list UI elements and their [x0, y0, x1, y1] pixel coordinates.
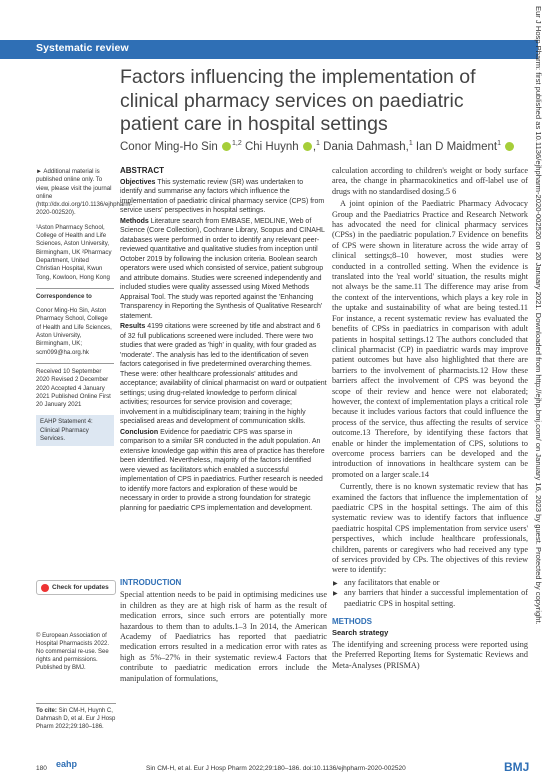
- article-title: Factors influencing the implementation of clinical pharmacy services on paediatric patient care in hospital settings: [120, 66, 476, 135]
- author-affiliation: 1: [408, 140, 413, 147]
- cite-label: To cite:: [36, 708, 57, 714]
- check-for-updates-button[interactable]: [36, 580, 116, 595]
- abstract: [120, 166, 327, 514]
- footer-citation: Sin CM-H, et al. Eur J Hosp Pharm 2022;29:180–186. doi:10.1136/ejhpharm-2020-002520: [146, 765, 406, 772]
- correspondence-body: Conor Ming-Ho Sin, Aston Pharmacy School, College of Health and Life Sciences, Aston University, Birmingham, UK; scm099@ha.org.hk: [36, 307, 112, 356]
- sidebar-copyright-text: Eur J Hosp Pharm: first published as 10.1136/ejhpharm-2020-002520 on 20 January 2021. Downloaded from http://ejhp.bmj.com/ on January 16, 2023 by guest. Protected by copyright.: [534, 6, 543, 625]
- abstract-conclusion: Conclusion Evidence for paediatric CPS was sparse in comparison to a similar SR conducted in the adult population. An extensive knowledge gap within this area of practice has therefore been identified. Nevertheless, majority of the factors identified were viewed as facilitators which enabled a successful implementation of CPS in paediatrics. Further research is needed to identify more factors and exploration of these would be necessary in order to provide a strong foundation for strategic planning for paediatric CPS implementation and development.: [120, 428, 325, 512]
- body-paragraph: Special attention needs to be paid in optimising medicines use in children as they are at high risk of harm as the result of medication errors, since such errors are potentially more hazardous to them than to adults.1–3 In 2014, the American Academy of Paediatrics has reported that paediatric medication errors resulted in a medication error with rates as high as 5%–27% in their systematic review.4 Factors that contribute to paediatric medication errors include the manipulation of formulations,: [120, 590, 327, 683]
- author-affiliation: 1: [316, 140, 320, 147]
- author-name[interactable]: Conor Ming-Ho Sin: [120, 140, 218, 153]
- copyright-notice: © European Association of Hospital Pharmacists 2022. No commercial re-use. See rights and permissions. Published by BMJ.: [36, 633, 110, 671]
- abstract-objectives: Objectives This systematic review (SR) was undertaken to identify and summarise any factors which influence the implementation of paediatric clinical pharmacy service (CPS) from service users' perspectives in hospital settings.: [120, 178, 325, 214]
- main-text-right-column: [332, 166, 528, 673]
- affiliations: ¹Aston Pharmacy School, College of Health and Life Sciences, Aston University, Birmingham, UK ²Pharmacy Department, United Christian Hospital, Kwun Tong, Kowloon, Hong Kong: [36, 223, 112, 281]
- eahp-logo: eahp: [56, 759, 78, 769]
- author-name[interactable]: Dania Dahmash,: [323, 140, 409, 153]
- search-strategy-heading: Search strategy: [332, 628, 389, 638]
- orcid-icon[interactable]: [303, 142, 312, 151]
- list-item: ▶ any barriers that hinder a successful implementation of paediatric CPS in hospital setting.: [344, 588, 528, 609]
- list-item: ▶ any facilitators that enable or: [344, 578, 528, 588]
- author-name[interactable]: Chi Huynh: [244, 140, 299, 153]
- abstract-heading: ABSTRACT: [120, 166, 164, 175]
- eahp-statement-box: EAHP Statement 4: Clinical Pharmacy Services.: [36, 415, 114, 446]
- left-margin-column: [36, 168, 133, 452]
- citation-box: [36, 703, 116, 731]
- author-affiliation: 1: [497, 140, 502, 147]
- introduction-heading: INTRODUCTION: [120, 578, 182, 587]
- body-paragraph: A joint opinion of the Paediatric Pharmacy Advocacy Group and the Paediatrics Practice and Research Network has advocated the need for clinical pharmacy services (CPSs) in the paediatric population.7 Evidence on benefits of CPS were shown in literature across the wide array of clinical settings;8–10 however, most studies were conducted in a controlled setting. When the evidence is translated into the 'real world' situation, the results might not always be the same.11 The difference may arise from the context of the interventions, which plays a key role in the uptake and sustainability of what are being tested.11 For instance, a recent systematic review has evaluated the benefits of CPSs in paediatrics in comparison with adult patients in hospital settings.12 The authors concluded that clinical pharmacist (CP) in paediatric wards may improve patient outcomes but have also highlighted that there are barriers to the involvement of pharmacists.12 How these barriers affect the involvement of CPS was beyond the scope of their review and hence were not elaborated; however, the context of implementation plays a critical role because it includes various factors that could influence the process of the service, thus affecting the results of service outcome.13 Therefore, by identifying these factors that enable or hinder the implementation of CPS, solutions to overcome process barriers can be developed and the introduction of innovations in healthcare system can be promoted on a larger scale.14: [332, 199, 528, 479]
- article-dates: Received 10 September 2020 Revised 2 December 2020 Accepted 4 January 2021 Published Online First 20 January 2021: [36, 363, 114, 409]
- section-banner: [0, 40, 538, 59]
- section-label: Systematic review: [36, 42, 129, 54]
- author-name[interactable]: Ian D Maidment: [415, 140, 498, 153]
- correspondence-heading: Correspondence to: [36, 288, 114, 301]
- orcid-icon[interactable]: [505, 142, 514, 151]
- page-number: 180: [36, 765, 47, 772]
- page-footer: [36, 759, 530, 775]
- check-updates-label: Check for updates: [52, 584, 109, 591]
- abstract-results: Results 4199 citations were screened by title and abstract and 6 of 32 full publications screened were included. There were two studies that were graded as 'high' in quality, with four graded as 'moderate'. The analysis has led to the identification of seven factors categorised in five predetermined overarching themes. These were: other healthcare professionals' attitudes and acceptance; availability of clinical pharmacist on ward or outpatient settings; using drug-related knowledge to perform clinical activities; resources for service provision and coverage; involvement in a multidisciplinary team; training in the highly specialised areas and development of communication skills.: [120, 323, 327, 425]
- abstract-methods: Methods Literature search from EMBASE, MEDLINE, Web of Science (Core Collection), Cochrane Library, Scopus and CINAHL databases were performed in order to identify any relevant peer-reviewed quantitative and qualitative studies from inception until October 2019 by following the inclusion criteria. Boolean search operators were used which consisted of service, patient subgroup and attribute domains. Studies were screened independently and included studies were quality assessed using Mixed Methods Appraisal Tool. The study was reported against the 'Enhancing Transparency in Reporting the Synthesis of Qualitative Research' statement.: [120, 217, 325, 320]
- cite-text: Sin CM-H, Huynh C, Dahmash D, et al. Eur J Hosp Pharm 2022;29:180–186.: [36, 708, 116, 730]
- body-paragraph: calculation according to children's weight or body surface area, the change in pharmacokinetics and off-label use of drugs with no standardised dosing.5 6: [332, 166, 528, 196]
- author-list: Conor Ming-Ho Sin $^{1,2}$ Chi Huynh ,$^1$ Dania Dahmash,$^1$ Ian D Maidment$^1$: [120, 140, 530, 153]
- orcid-icon[interactable]: [222, 142, 231, 151]
- author-affiliation: 1,2: [232, 140, 242, 147]
- bmj-logo: BMJ: [504, 760, 530, 774]
- introduction-section: [120, 578, 327, 684]
- additional-material-note: ► Additional material is published online only. To view, please visit the journal online (http://dx.doi.org/10.1136/ejhpharm-2020-002520).: [36, 168, 133, 217]
- body-paragraph: Currently, there is no known systematic review that has examined the factors that influence the implementation of paediatric CPS in the hospital settings. The aim of this systematic review was to identify factors that influence paediatric hospital CPS implementation from service users' perspectives, which include healthcare professionals, children, parents or caregivers who had received any type of services provided by CPs. The objectives of this review were to identify:: [332, 482, 528, 575]
- objectives-list: [332, 578, 528, 609]
- check-updates-icon: [41, 584, 49, 592]
- body-paragraph: The identifying and screening process were reported using the Preferred Reporting Items for Systematic Reviews and Meta-Analyses (PRISMA): [332, 639, 528, 670]
- methods-heading: METHODS: [332, 617, 372, 627]
